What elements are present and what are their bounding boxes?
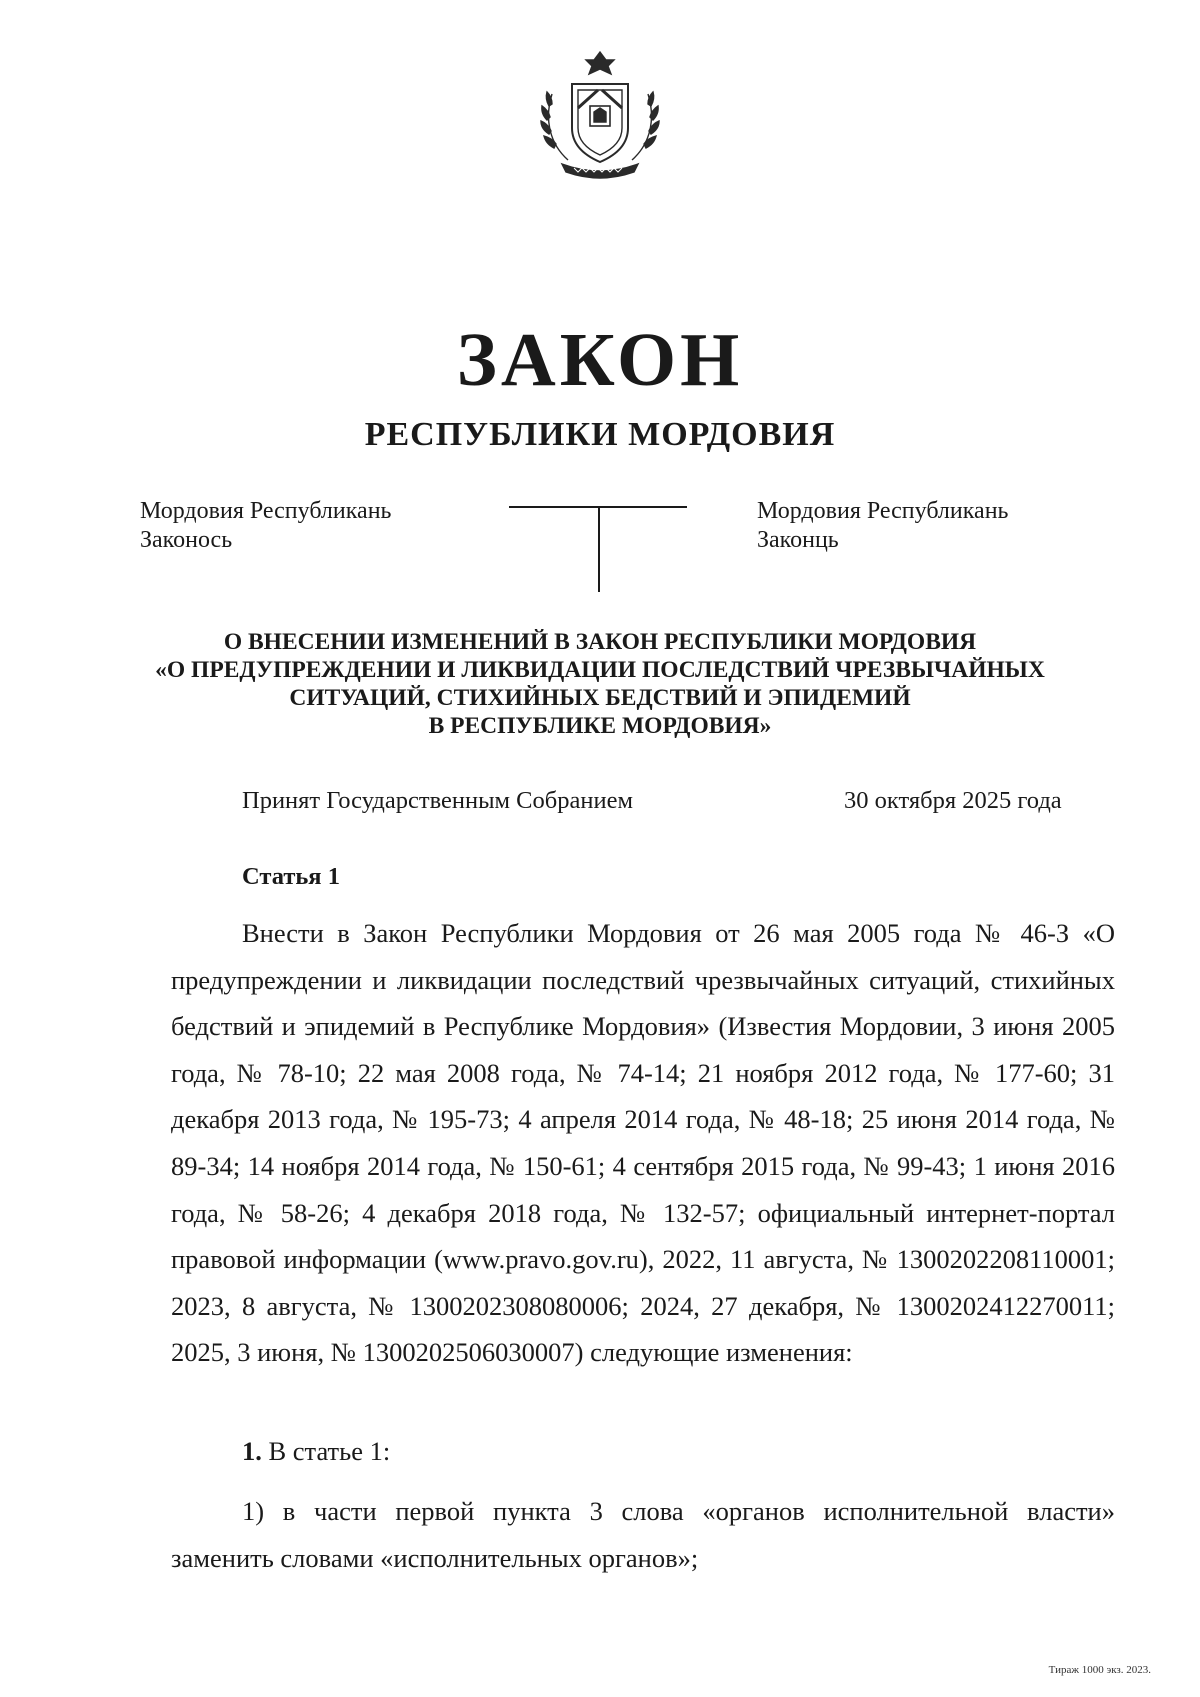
item-number: 1. [242, 1436, 262, 1466]
item-text: В статье 1: [261, 1436, 391, 1466]
document-subtitle: РЕСПУБЛИКИ МОРДОВИЯ [364, 416, 836, 453]
adopted-date: 30 октября 2025 года [844, 787, 1062, 814]
subitem-paragraph: 1) в части первой пункта 3 слова «органов исполнительной власти» заменить словами «исполнительных органов»; [171, 1496, 1115, 1573]
article-title: Статья 1 [242, 863, 340, 890]
law-label-right-line1: Мордовия Республикань [757, 498, 1009, 524]
adopted-by-label: Принят Государственным Собранием [242, 787, 633, 814]
coat-of-arms-emblem [538, 48, 662, 182]
print-run-note: Тираж 1000 экз. 2023. [1048, 1664, 1151, 1676]
article-paragraph: Внести в Закон Республики Мордовия от 26 мая 2005 года № 46-З «О предупреждении и ликвидации последствий чрезвычайных ситуаций, стихийных бедствий и эпидемий в Республике Мордовия» (Известия Мордовии, 3 июня 2005 года, № 78-10; 22 мая 2008 года, № 74-14; 21 ноября 2012 года, № 177-60; 31 декабря 2013 года, № 195-73; 4 апреля 2014 года, № 48-18; 25 июня 2014 года, № 89-34; 14 ноября 2014 года, № 150-61; 4 сентября 2015 года, № 99-43; 1 июня 2016 года, № 58-26; 4 декабря 2018 года, № 132-57; официальный интернет-портал правовой информации (www.pravo.gov.ru), 2022, 11 августа, № 1300202208110001; 2023, 8 августа, № 1300202308080006; 2024, 27 декабря, № 1300202412270011; 2025, 3 июня, № 1300202506030007) следующие изменения: [171, 918, 1115, 1368]
law-heading-line2: «О ПРЕДУПРЕЖДЕНИИ И ЛИКВИДАЦИИ ПОСЛЕДСТВИЙ ЧРЕЗВЫЧАЙНЫХ [155, 657, 1045, 683]
law-label-left-line2: Законось [140, 527, 233, 553]
law-heading-line1: О ВНЕСЕНИИ ИЗМЕНЕНИЙ В ЗАКОН РЕСПУБЛИКИ МОРДОВИЯ [223, 629, 977, 655]
law-label-left-line1: Мордовия Республикань [140, 498, 392, 524]
document-title: ЗАКОН [456, 318, 744, 402]
law-heading-line4: В РЕСПУБЛИКЕ МОРДОВИЯ» [428, 713, 772, 739]
list-item [242, 1436, 390, 1467]
law-heading [0, 628, 1200, 740]
law-label-right [757, 497, 1008, 555]
law-label-right-line2: Законць [757, 527, 839, 553]
law-heading-line3: СИТУАЦИЙ, СТИХИЙНЫХ БЕДСТВИЙ И ЭПИДЕМИЙ [289, 685, 911, 711]
law-label-left [140, 497, 391, 555]
number-divider [598, 506, 600, 592]
